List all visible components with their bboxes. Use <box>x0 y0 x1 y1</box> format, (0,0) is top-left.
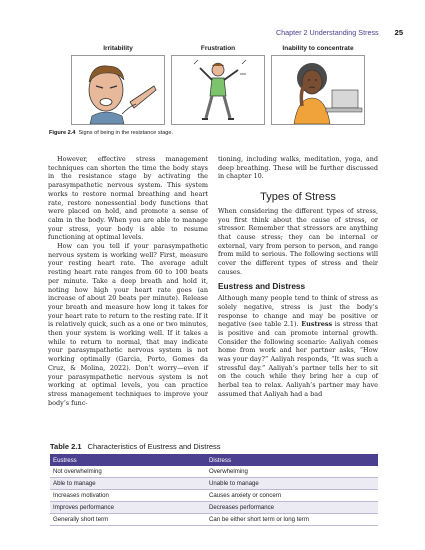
figure-number: Figure 2.4 <box>49 130 76 136</box>
table-number: Table 2.1 <box>50 442 82 451</box>
inability-to-concentrate-illustration <box>271 55 365 125</box>
figure-irritability <box>71 45 165 125</box>
table-row <box>50 514 378 526</box>
table-cell: Generally short term <box>50 514 206 526</box>
page-number: 25 <box>394 28 403 37</box>
table-header-cell: Eustress <box>50 454 206 466</box>
table-cell: Causes anxiety or concern <box>206 490 378 502</box>
characteristics-table <box>50 454 378 526</box>
paragraph-text: is stress that is positive and can promote internal growth. Consider the following scenario: Aaliyah comes home from work and her partner asks, “How was your day?” Aaliyah responds, “It was such a stressful day.” Aaliyah’s partner tells her to sit on the couch while they bring her a cup of herbal tea to relax. Aaliyah’s partner may have assumed that Aaliyah had a bad <box>218 320 378 398</box>
page-header <box>276 28 403 37</box>
figure-caption <box>49 130 173 136</box>
table-cell: Improves performance <box>50 502 206 514</box>
section-heading-types-of-stress: Types of Stress <box>260 191 336 204</box>
figure-caption-text: Signs of being in the resistance stage. <box>78 130 174 136</box>
paragraph: When considering the different types of stress, you first think about the cause of stress, or stressor. Remember that stressors are anything that cause stress; they can be internal or external, vary from person to person, and range from mild to serious. The following sections will cover the different types of stress and their causes. <box>218 206 378 276</box>
irritability-illustration <box>71 55 165 125</box>
chapter-title: Chapter 2 Understanding Stress <box>275 28 379 37</box>
figure-label: Inability to concentrate <box>282 45 354 52</box>
table-cell: Overwhelming <box>206 466 378 478</box>
paragraph <box>218 294 378 398</box>
left-column <box>48 155 208 407</box>
table-header-row <box>50 454 378 466</box>
table-cell: Able to manage <box>50 478 206 490</box>
table-title-text: Characteristics of Eustress and Distress <box>87 442 221 451</box>
paragraph: tioning, including walks, meditation, yoga, and deep breathing. These will be further discussed in chapter 10. <box>218 155 378 181</box>
right-column <box>218 155 378 399</box>
table-cell: Can be either short term or long term <box>206 514 378 526</box>
paragraph: How can you tell if your parasympathetic nervous system is working well? First, measure your resting heart rate. The average adult resting heart rate ranges from 60 to 100 beats per minute. Take a deep breath and hold it, noting how high your heart rate goes (an increase of about 20 beats per minute). Release your breath and measure how long it takes for your heart rate to return to the resting rate. If it is relatively quick, such as a one or two minutes, then your system is working well. If it takes a while to return to normal, that may indicate your parasympathetic nervous system is not working optimally (Garcia, Porto, Gomes da Cruz, & Molina, 2022). Don’t worry—even if your parasympathetic nervous system is not working at optimal levels, you can practice stress management techniques to improve your body’s func- <box>48 242 208 407</box>
table-row <box>50 490 378 502</box>
table-row <box>50 502 378 514</box>
table-title <box>50 442 221 451</box>
table-header-cell: Distress <box>206 454 378 466</box>
figure-label: Frustration <box>200 45 236 52</box>
figure-label: Irritability <box>103 45 133 52</box>
figure-inability-to-concentrate <box>271 45 365 125</box>
table-cell: Not overwhelming <box>50 466 206 478</box>
table-cell: Increases motivation <box>50 490 206 502</box>
paragraph-text: Although many people tend to think of stress as solely negative, stress is just the body’s response to change and may be positive or negative (see table 2.1). <box>218 294 378 329</box>
table-cell: Unable to manage <box>206 478 378 490</box>
table-row <box>50 466 378 478</box>
subsection-heading-eustress-distress: Eustress and Distress <box>218 281 306 292</box>
figure-panels <box>71 45 365 125</box>
paragraph: However, effective stress management techniques can shorten the time the body stays in the resistance stage by activating the parasympathetic nervous system. This system works to restore normal breathing and heart rate, restore nonessential body functions that were placed on hold, and promote a sense of calm in the body. When you are able to manage your stress, your body is able to resume functioning at optimal levels. <box>48 155 208 242</box>
term-eustress: Eustress <box>301 320 333 329</box>
table-row <box>50 478 378 490</box>
frustration-illustration <box>171 55 265 125</box>
figure-frustration <box>171 45 265 125</box>
table-cell: Decreases performance <box>206 502 378 514</box>
